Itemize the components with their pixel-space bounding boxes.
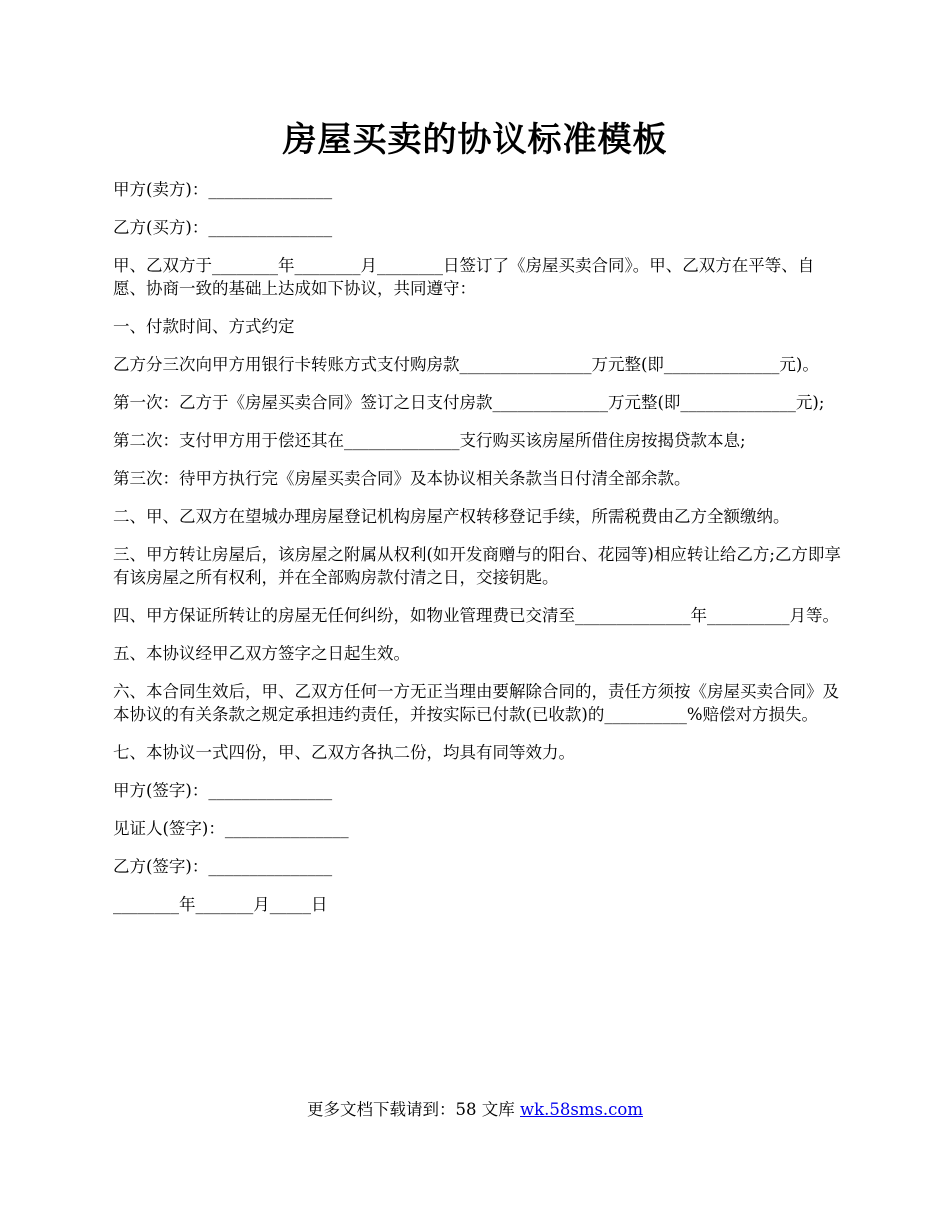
footer-link[interactable]: wk.58sms.com — [519, 1100, 643, 1119]
payment-total: 乙方分三次向甲方用银行卡转账方式支付购房款________________万元整(即______________元)。 — [113, 355, 819, 374]
party-a-seller: 甲方(卖方)：_______________ — [113, 180, 333, 199]
payment-third: 第三次：待甲方执行完《房屋买卖合同》及本协议相关条款当日付清全部余款。 — [113, 469, 691, 488]
clause-2: 二、甲、乙双方在望城办理房屋登记机构房屋产权转移登记手续，所需税费由乙方全额缴纳。 — [113, 507, 790, 526]
section-1-heading: 一、付款时间、方式约定 — [113, 317, 295, 336]
signature-party-a: 甲方(签字)：_______________ — [113, 781, 333, 800]
document-body — [113, 178, 841, 931]
clause-4: 四、甲方保证所转让的房屋无任何纠纷，如物业管理费已交清至______________年__________月等。 — [113, 606, 839, 625]
page-footer — [0, 1096, 950, 1120]
clause-7: 七、本协议一式四份，甲、乙双方各执二份，均具有同等效力。 — [113, 743, 575, 762]
signature-date: ________年_______月_____日 — [113, 895, 328, 914]
clause-3: 三、甲方转让房屋后，该房屋之附属从权利(如开发商赠与的阳台、花园等)相应转让给乙方;乙方即享有该房屋之所有权利，并在全部购房款付清之日，交接钥匙。 — [113, 545, 841, 587]
clause-5: 五、本协议经甲乙双方签字之日起生效。 — [113, 644, 410, 663]
signature-party-b: 乙方(签字)：_______________ — [113, 857, 333, 876]
party-b-buyer: 乙方(买方)：_______________ — [113, 218, 333, 237]
payment-second: 第二次：支付甲方用于偿还其在______________支行购买该房屋所借住房按揭贷款本息; — [113, 431, 746, 450]
intro-paragraph: 甲、乙双方于________年________月________日签订了《房屋买卖合同》。甲、乙双方在平等、自愿、协商一致的基础上达成如下协议，共同遵守： — [113, 256, 815, 298]
footer-text: 更多文档下载请到：58 文库 — [306, 1100, 520, 1119]
document-title: 房屋买卖的协议标准模板 — [282, 120, 668, 160]
signature-witness: 见证人(签字)：_______________ — [113, 819, 349, 838]
clause-6: 六、本合同生效后，甲、乙双方任何一方无正当理由要解除合同的，责任方须按《房屋买卖合同》及本协议的有关条款之规定承担违约责任，并按实际已付款(已收款)的__________%赔偿对方损失。 — [113, 682, 839, 724]
payment-first: 第一次：乙方于《房屋买卖合同》签订之日支付房款______________万元整(即______________元); — [113, 393, 825, 412]
